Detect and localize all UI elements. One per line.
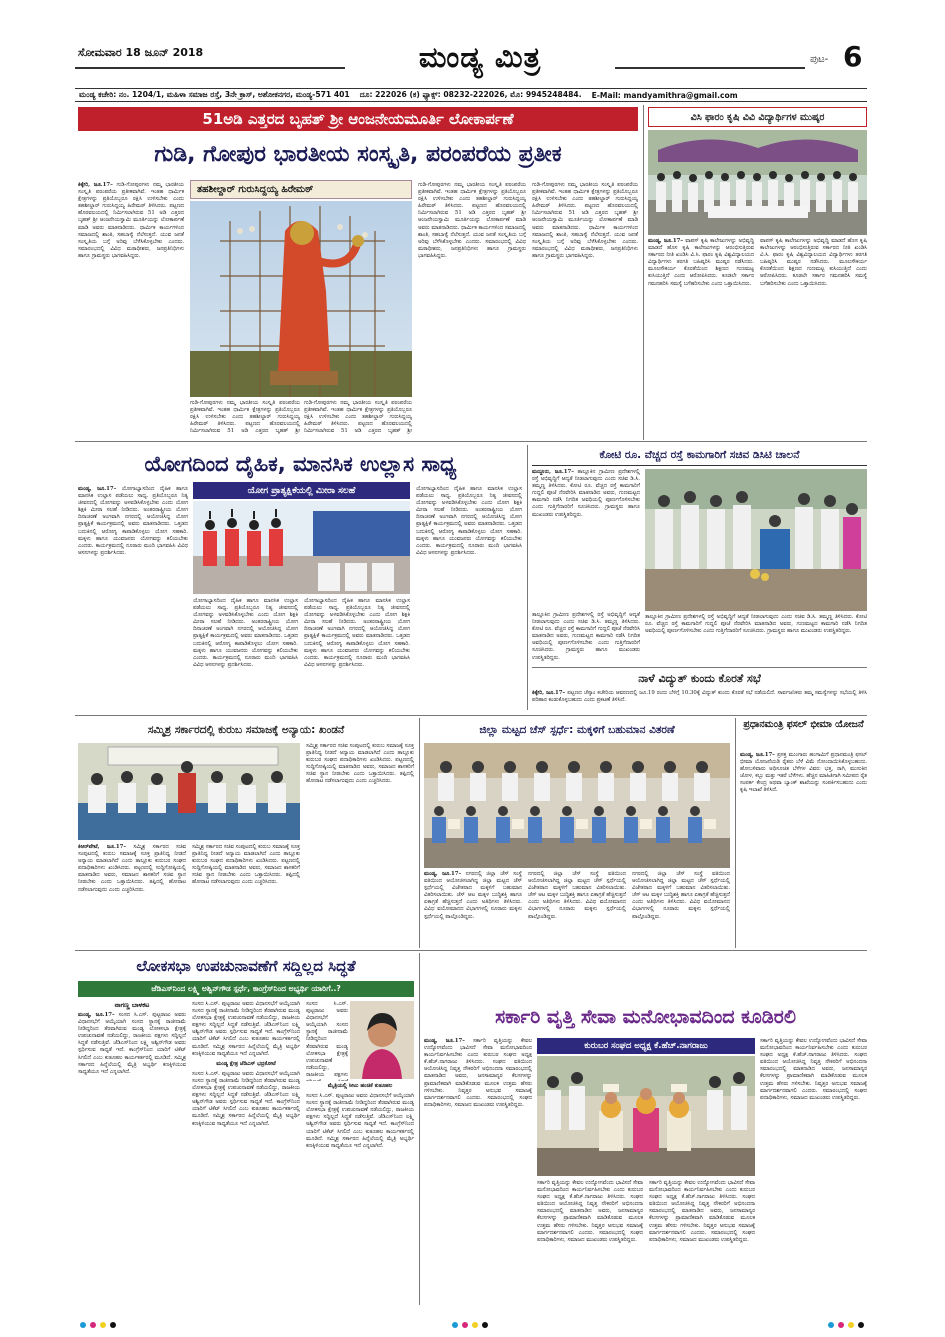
chess-winners-photo — [424, 743, 730, 868]
road-body-col2 — [532, 612, 640, 664]
service-photo-caption-text: ಕುರುಬರ ಸಂಘದ ಅಧ್ಯಕ್ಷ ಕೆ.ಹೆಚ್.ನಾಗರಾಜು — [584, 1041, 708, 1051]
chess-body-col3 — [632, 871, 730, 946]
registration-mark-6 — [462, 1322, 468, 1328]
yoga-photo-caption — [193, 482, 410, 499]
loksabha-subhead-text: ಜೆಡಿಎಸ್‌ನಿಂದ ಲಕ್ಷ್ಮಿ ಅಶ್ವಿನ್‌ಗೌಡ ಸ್ಪರ್ಧೆ, ಕಾಂಗ್ರೆಸ್‌ನಿಂದ ಅಭ್ಯರ್ಥಿ ಯಾರಿಗೆ..? — [151, 984, 341, 993]
yoga-photo-caption-text: ಯೋಗ ಪ್ರಾತ್ಯಕ್ಷಿಕೆಯಲ್ಲಿ ಮೀರಾ ಸಲಹೆ — [247, 485, 356, 496]
yoga-demo-photo — [193, 501, 410, 594]
divider-row3 — [75, 950, 867, 951]
lead-headline-text: ಗುಡಿ, ಗೋಪುರ ಭಾರತೀಯ ಸಂಸ್ಕೃತಿ, ಪರಂಪರೆಯ ಪ್ರತೀಕ — [154, 141, 562, 167]
registration-mark-7 — [472, 1322, 478, 1328]
yoga-body-col3 — [304, 598, 410, 704]
road-body: ತಾಲ್ಲೂಕಿನ ಗ್ರಾಮೀಣ ಪ್ರದೇಶಗಳಲ್ಲಿ ರಸ್ತೆ ಅಭಿವೃದ್ಧಿಗೆ ಆದ್ಯತೆ ನೀಡಲಾಗುವುದು ಎಂದು ಸಚಿವ ಡಿ.ಸಿ. ತಮ್ಮಣ್ಣ ತಿಳಿಸಿದರು. ಕೋಟಿ ರೂ. ವೆಚ್ಚದ ರಸ್ತೆ ಕಾಮಗಾರಿಗೆ ಗುದ್ದಲಿ ಪೂಜೆ ನೆರವೇರಿಸಿ ಮಾತನಾಡಿದ ಅವರು, ಗುಣಮಟ್ಟದ ಕಾಮಗಾರಿ ನಡೆಸಿ ನಿಗದಿತ ಅವಧಿಯಲ್ಲಿ ಪೂರ್ಣಗೊಳಿಸಬೇಕು ಎಂದು ಗುತ್ತಿಗೆದಾರರಿಗೆ ಸೂಚಿಸಿದರು. ಗ್ರಾಮಸ್ಥರು ಹಾಗೂ ಮುಖಂಡರು ಉಪಸ್ಥಿತರಿದ್ದರು. — [532, 469, 640, 518]
fasal-dateline: ಮಂಡ್ಯ, ಜೂ.17– — [740, 752, 775, 758]
loksabha-body-col3 — [306, 1001, 348, 1081]
side-dateline: ಮಂಡ್ಯ, ಜೂ.17– — [648, 238, 684, 244]
road-body-col3 — [645, 614, 867, 664]
loksabha-body-cont-a: ಸಂಸದ ಸಿ.ಎಸ್. ಪುಟ್ಟರಾಜು ಅವರು ವಿಧಾನಸಭೆಗೆ ಆಯ್ಕೆಯಾಗಿ ಸಂಸದ ಸ್ಥಾನಕ್ಕೆ ರಾಜೀನಾಮೆ ನೀಡಿದ್ದರಿಂದ ತೆರವಾಗಿರುವ ಮಂಡ್ಯ ಲೋಕಸಭಾ ಕ್ಷೇತ್ರಕ್ಕೆ ಉಪಚುನಾವಣೆ ನಡೆಯಲಿದ್ದು, ರಾಜಕೀಯ ಪಕ್ಷಗಳು ಸದ್ದಿಲ್ಲದೆ ಸಿದ್ಧತೆ ನಡೆಸುತ್ತಿವೆ. ಜೆಡಿಎಸ್‌ನಿಂದ ಲಕ್ಷ್ಮಿ ಅಶ್ವಿನ್‌ಗೌಡ ಅವರು ಸ್ಪರ್ಧಿಸುವ ಸಾಧ್ಯತೆ ಇದೆ. ಕಾಂಗ್ರೆಸ್‌ನಿಂದ ಯಾರಿಗೆ ಟಿಕೆಟ್ ಸಿಗಲಿದೆ ಎಂಬ ಕುತೂಹಲ ಕಾರ್ಯಕರ್ತರಲ್ಲಿ ಮೂಡಿದೆ. ಸಮ್ಮಿಶ್ರ ಸರ್ಕಾರದ ಹಿನ್ನೆಲೆಯಲ್ಲಿ ಮೈತ್ರಿ ಅಭ್ಯರ್ಥಿ ಕಣಕ್ಕಿಳಿಯುವ ಸಾಧ್ಯತೆಯೂ ಇದೆ ಎನ್ನಲಾಗಿದೆ. — [192, 1001, 300, 1057]
power-headline-text: ನಾಳೆ ವಿದ್ಯುತ್ ಕುಂದು ಕೊರತೆ ಸಭೆ — [638, 672, 761, 685]
registration-mark-10 — [838, 1322, 844, 1328]
lead-body-col4 — [418, 182, 526, 434]
side-body-cont: ವಾಪಸ್ ಕೃಷಿ ಕಾಲೇಜುಗಳನ್ನು ಅಭಿವೃದ್ಧಿ ಮಾಡದೆ ಹೊಸ ಕೃಷಿ ಕಾಲೇಜುಗಳನ್ನು ಆರಂಭಿಸುತ್ತಿರುವ ಸರ್ಕಾರದ ನೀತಿ ಖಂಡಿಸಿ ವಿ.ಸಿ. ಫಾರಂ ಕೃಷಿ ವಿಶ್ವವಿದ್ಯಾಲಯದ ವಿದ್ಯಾರ್ಥಿಗಳು ತರಗತಿ ಬಹಿಷ್ಕರಿಸಿ ಮುಷ್ಕರ ನಡೆಸಿದರು. ಮೂಲಸೌಕರ್ಯ ಕೊರತೆಯಿಂದ ಶಿಕ್ಷಣದ ಗುಣಮಟ್ಟ ಕುಸಿಯುತ್ತಿದೆ ಎಂದು ಆರೋಪಿಸಿದರು. ಕೂಡಲೇ ಸರ್ಕಾರ ಗಮನಹರಿಸಿ ಸಮಸ್ಯೆ ಬಗೆಹರಿಸಬೇಕು ಎಂದು ಒತ್ತಾಯಿಸಿದರು. — [760, 238, 867, 287]
chess-body-col1 — [424, 871, 522, 946]
service-body-col1 — [424, 1038, 532, 1302]
hanuman-statue-illustration — [190, 201, 412, 397]
loksabha-body-cont-d: ಸಂಸದ ಸಿ.ಎಸ್. ಪುಟ್ಟರಾಜು ಅವರು ವಿಧಾನಸಭೆಗೆ ಆಯ್ಕೆಯಾಗಿ ಸಂಸದ ಸ್ಥಾನಕ್ಕೆ ರಾಜೀನಾಮೆ ನೀಡಿದ್ದರಿಂದ ತೆರವಾಗಿರುವ ಮಂಡ್ಯ ಲೋಕಸಭಾ ಕ್ಷೇತ್ರಕ್ಕೆ ಉಪಚುನಾವಣೆ ನಡೆಯಲಿದ್ದು, ರಾಜಕೀಯ ಪಕ್ಷಗಳು ಸದ್ದಿಲ್ಲದೆ ಸಿದ್ಧತೆ ನಡೆಸುತ್ತಿವೆ. ಜೆಡಿಎಸ್‌ನಿಂದ ಲಕ್ಷ್ಮಿ ಅಶ್ವಿನ್‌ಗೌಡ ಅವರು ಸ್ಪರ್ಧಿಸುವ ಸಾಧ್ಯತೆ ಇದೆ. ಕಾಂಗ್ರೆಸ್‌ನಿಂದ ಯಾರಿಗೆ ಟಿಕೆಟ್ ಸಿಗಲಿದೆ ಎಂಬ ಕುತೂಹಲ ಕಾರ್ಯಕರ್ತರಲ್ಲಿ ಮೂಡಿದೆ. ಸಮ್ಮಿಶ್ರ ಸರ್ಕಾರದ ಹಿನ್ನೆಲೆಯಲ್ಲಿ ಮೈತ್ರಿ ಅಭ್ಯರ್ಥಿ ಕಣಕ್ಕಿಳಿಯುವ ಸಾಧ್ಯತೆಯೂ ಇದೆ ಎನ್ನಲಾಗಿದೆ. — [306, 1093, 414, 1149]
lead-photo-caption-text: ತಹಶೀಲ್ದಾರ್ ಗುರುಸಿದ್ದಯ್ಯ ಹಿರೇಮಠ್ — [197, 184, 314, 195]
chess-body-col2 — [528, 871, 626, 946]
service-headline-text: ಸರ್ಕಾರಿ ವೃತ್ತಿ ಸೇವಾ ಮನೋಭಾವದಿಂದ ಕೂಡಿರಲಿ — [495, 1006, 796, 1028]
road-body-cont-b: ತಾಲ್ಲೂಕಿನ ಗ್ರಾಮೀಣ ಪ್ರದೇಶಗಳಲ್ಲಿ ರಸ್ತೆ ಅಭಿವೃದ್ಧಿಗೆ ಆದ್ಯತೆ ನೀಡಲಾಗುವುದು ಎಂದು ಸಚಿವ ಡಿ.ಸಿ. ತಮ್ಮಣ್ಣ ತಿಳಿಸಿದರು. ಕೋಟಿ ರೂ. ವೆಚ್ಚದ ರಸ್ತೆ ಕಾಮಗಾರಿಗೆ ಗುದ್ದಲಿ ಪೂಜೆ ನೆರವೇರಿಸಿ ಮಾತನಾಡಿದ ಅವರು, ಗುಣಮಟ್ಟದ ಕಾಮಗಾರಿ ನಡೆಸಿ ನಿಗದಿತ ಅವಧಿಯಲ್ಲಿ ಪೂರ್ಣಗೊಳಿಸಬೇಕು ಎಂದು ಗುತ್ತಿಗೆದಾರರಿಗೆ ಸೂಚಿಸಿದರು. ಗ್ರಾಮಸ್ಥರು ಹಾಗೂ ಮುಖಂಡರು ಉಪಸ್ಥಿತರಿದ್ದರು. — [645, 614, 867, 635]
road-body-cont-a: ತಾಲ್ಲೂಕಿನ ಗ್ರಾಮೀಣ ಪ್ರದೇಶಗಳಲ್ಲಿ ರಸ್ತೆ ಅಭಿವೃದ್ಧಿಗೆ ಆದ್ಯತೆ ನೀಡಲಾಗುವುದು ಎಂದು ಸಚಿವ ಡಿ.ಸಿ. ತಮ್ಮಣ್ಣ ತಿಳಿಸಿದರು. ಕೋಟಿ ರೂ. ವೆಚ್ಚದ ರಸ್ತೆ ಕಾಮಗಾರಿಗೆ ಗುದ್ದಲಿ ಪೂಜೆ ನೆರವೇರಿಸಿ ಮಾತನಾಡಿದ ಅವರು, ಗುಣಮಟ್ಟದ ಕಾಮಗಾರಿ ನಡೆಸಿ ನಿಗದಿತ ಅವಧಿಯಲ್ಲಿ ಪೂರ್ಣಗೊಳಿಸಬೇಕು ಎಂದು ಗುತ್ತಿಗೆದಾರರಿಗೆ ಸೂಚಿಸಿದರು. ಗ್ರಾಮಸ್ಥರು ಹಾಗೂ ಮುಖಂಡರು ಉಪಸ್ಥಿತರಿದ್ದರು. — [532, 612, 640, 661]
yoga-body: ಯೋಗಾಭ್ಯಾಸದಿಂದ ದೈಹಿಕ ಹಾಗೂ ಮಾನಸಿಕ ಉಲ್ಲಾಸ ಪಡೆಯಲು ಸಾಧ್ಯ. ಪ್ರತಿಯೊಬ್ಬರೂ ನಿತ್ಯ ಜೀವನದಲ್ಲಿ ಯೋಗವನ್ನು ಅಳವಡಿಸಿಕೊಳ್ಳಬೇಕು ಎಂದು ಯೋಗ ಶಿಕ್ಷಕಿ ಮೀರಾ ಸಲಹೆ ನೀಡಿದರು. ಅಂತರರಾಷ್ಟ್ರೀಯ ಯೋಗ ದಿನಾಚರಣೆ ಅಂಗವಾಗಿ ನಗರದಲ್ಲಿ ಆಯೋಜಿಸಿದ್ದ ಯೋಗ ಪ್ರಾತ್ಯಕ್ಷಿಕೆ ಕಾರ್ಯಕ್ರಮದಲ್ಲಿ ಅವರು ಮಾತನಾಡಿದರು. ಒತ್ತಡದ ಬದುಕಿನಲ್ಲಿ ಆರೋಗ್ಯ ಕಾಪಾಡಿಕೊಳ್ಳಲು ಯೋಗ ಸಹಕಾರಿ. ಮಕ್ಕಳು ಹಾಗೂ ಯುವಜನರು ಯೋಗವನ್ನು ಕಲಿಯಬೇಕು ಎಂದರು. ಕಾರ್ಯಕ್ರಮದಲ್ಲಿ ನೂರಾರು ಮಂದಿ ಭಾಗವಹಿಸಿ ವಿವಿಧ ಆಸನಗಳನ್ನು ಪ್ರದರ್ಶಿಸಿದರು. — [78, 486, 188, 556]
service-body-cont-c: ಸರ್ಕಾರಿ ವೃತ್ತಿಯನ್ನು ಕೇವಲ ಉದ್ಯೋಗವೆಂದು ಭಾವಿಸದೆ ಸೇವಾ ಮನೋಭಾವದಿಂದ ಕಾರ್ಯನಿರ್ವಹಿಸಬೇಕು ಎಂದು ಕುರುಬರ ಸಂಘದ ಅಧ್ಯಕ್ಷ ಕೆ.ಹೆಚ್.ನಾಗರಾಜು ತಿಳಿಸಿದರು. ಸಂಘದ ವತಿಯಿಂದ ಆಯೋಜಿಸಿದ್ದ ನಿವೃತ್ತ ನೌಕರರಿಗೆ ಅಭಿನಂದನಾ ಸಮಾರಂಭದಲ್ಲಿ ಮಾತನಾಡಿದ ಅವರು, ಜನಸಾಮಾನ್ಯರ ಕೆಲಸಗಳನ್ನು ಪ್ರಾಮಾಣಿಕವಾಗಿ ಮಾಡಿಕೊಡುವ ಮೂಲಕ ಉತ್ತಮ ಹೆಸರು ಗಳಿಸಬೇಕು. ನಿವೃತ್ತರ ಅನುಭವ ಸಮಾಜಕ್ಕೆ ಮಾರ್ಗದರ್ಶನವಾಗಲಿ ಎಂದರು. ಸಮಾರಂಭದಲ್ಲಿ ಸಂಘದ ಪದಾಧಿಕಾರಿಗಳು, ಸಮಾಜದ ಮುಖಂಡರು ಉಪಸ್ಥಿತರಿದ್ದರು. — [760, 1038, 867, 1101]
service-body-cont-b: ಸರ್ಕಾರಿ ವೃತ್ತಿಯನ್ನು ಕೇವಲ ಉದ್ಯೋಗವೆಂದು ಭಾವಿಸದೆ ಸೇವಾ ಮನೋಭಾವದಿಂದ ಕಾರ್ಯನಿರ್ವಹಿಸಬೇಕು ಎಂದು ಕುರುಬರ ಸಂಘದ ಅಧ್ಯಕ್ಷ ಕೆ.ಹೆಚ್.ನಾಗರಾಜು ತಿಳಿಸಿದರು. ಸಂಘದ ವತಿಯಿಂದ ಆಯೋಜಿಸಿದ್ದ ನಿವೃತ್ತ ನೌಕರರಿಗೆ ಅಭಿನಂದನಾ ಸಮಾರಂಭದಲ್ಲಿ ಮಾತನಾಡಿದ ಅವರು, ಜನಸಾಮಾನ್ಯರ ಕೆಲಸಗಳನ್ನು ಪ್ರಾಮಾಣಿಕವಾಗಿ ಮಾಡಿಕೊಡುವ ಮೂಲಕ ಉತ್ತಮ ಹೆಸರು ಗಳಿಸಬೇಕು. ನಿವೃತ್ತರ ಅನುಭವ ಸಮಾಜಕ್ಕೆ ಮಾರ್ಗದರ್ಶನವಾಗಲಿ ಎಂದರು. ಸಮಾರಂಭದಲ್ಲಿ ಸಂಘದ ಪದಾಧಿಕಾರಿಗಳು, ಸಮಾಜದ ಮುಖಂಡರು ಉಪಸ್ಥಿತರಿದ್ದರು. — [649, 1180, 755, 1243]
power-headline — [532, 670, 867, 688]
registration-mark-11 — [848, 1322, 854, 1328]
students-strike-illustration — [648, 130, 867, 235]
hanuman-statue-photo — [190, 201, 412, 397]
yoga-headline-text: ಯೋಗದಿಂದ ದೈಹಿಕ, ಮಾನಸಿಕ ಉಲ್ಲಾಸ ಸಾಧ್ಯ — [144, 451, 457, 476]
yoga-body-cont-c: ಯೋಗಾಭ್ಯಾಸದಿಂದ ದೈಹಿಕ ಹಾಗೂ ಮಾನಸಿಕ ಉಲ್ಲಾಸ ಪಡೆಯಲು ಸಾಧ್ಯ. ಪ್ರತಿಯೊಬ್ಬರೂ ನಿತ್ಯ ಜೀವನದಲ್ಲಿ ಯೋಗವನ್ನು ಅಳವಡಿಸಿಕೊಳ್ಳಬೇಕು ಎಂದು ಯೋಗ ಶಿಕ್ಷಕಿ ಮೀರಾ ಸಲಹೆ ನೀಡಿದರು. ಅಂತರರಾಷ್ಟ್ರೀಯ ಯೋಗ ದಿನಾಚರಣೆ ಅಂಗವಾಗಿ ನಗರದಲ್ಲಿ ಆಯೋಜಿಸಿದ್ದ ಯೋಗ ಪ್ರಾತ್ಯಕ್ಷಿಕೆ ಕಾರ್ಯಕ್ರಮದಲ್ಲಿ ಅವರು ಮಾತನಾಡಿದರು. ಒತ್ತಡದ ಬದುಕಿನಲ್ಲಿ ಆರೋಗ್ಯ ಕಾಪಾಡಿಕೊಳ್ಳಲು ಯೋಗ ಸಹಕಾರಿ. ಮಕ್ಕಳು ಹಾಗೂ ಯುವಜನರು ಯೋಗವನ್ನು ಕಲಿಯಬೇಕು ಎಂದರು. ಕಾರ್ಯಕ್ರಮದಲ್ಲಿ ನೂರಾರು ಮಂದಿ ಭಾಗವಹಿಸಿ ವಿವಿಧ ಆಸನಗಳನ್ನು ಪ್ರದರ್ಶಿಸಿದರು. — [416, 486, 522, 556]
kuruba-press-photo — [78, 743, 300, 840]
fasal-body — [740, 752, 867, 946]
loksabha-body-col1 — [78, 1012, 186, 1302]
masthead-underline-right — [615, 67, 805, 69]
divider-kuruba-right — [419, 718, 420, 948]
yoga-body-cont-b: ಯೋಗಾಭ್ಯಾಸದಿಂದ ದೈಹಿಕ ಹಾಗೂ ಮಾನಸಿಕ ಉಲ್ಲಾಸ ಪಡೆಯಲು ಸಾಧ್ಯ. ಪ್ರತಿಯೊಬ್ಬರೂ ನಿತ್ಯ ಜೀವನದಲ್ಲಿ ಯೋಗವನ್ನು ಅಳವಡಿಸಿಕೊಳ್ಳಬೇಕು ಎಂದು ಯೋಗ ಶಿಕ್ಷಕಿ ಮೀರಾ ಸಲಹೆ ನೀಡಿದರು. ಅಂತರರಾಷ್ಟ್ರೀಯ ಯೋಗ ದಿನಾಚರಣೆ ಅಂಗವಾಗಿ ನಗರದಲ್ಲಿ ಆಯೋಜಿಸಿದ್ದ ಯೋಗ ಪ್ರಾತ್ಯಕ್ಷಿಕೆ ಕಾರ್ಯಕ್ರಮದಲ್ಲಿ ಅವರು ಮಾತನಾಡಿದರು. ಒತ್ತಡದ ಬದುಕಿನಲ್ಲಿ ಆರೋಗ್ಯ ಕಾಪಾಡಿಕೊಳ್ಳಲು ಯೋಗ ಸಹಕಾರಿ. ಮಕ್ಕಳು ಹಾಗೂ ಯುವಜನರು ಯೋಗವನ್ನು ಕಲಿಯಬೇಕು ಎಂದರು. ಕಾರ್ಯಕ್ರಮದಲ್ಲಿ ನೂರಾರು ಮಂದಿ ಭಾಗವಹಿಸಿ ವಿವಿಧ ಆಸನಗಳನ್ನು ಪ್ರದರ್ಶಿಸಿದರು. — [304, 598, 410, 668]
email-address: E-Mail: mandyamithra@gmail.com — [591, 90, 738, 100]
lead-kicker — [78, 107, 638, 131]
lead-body-col2 — [190, 400, 300, 434]
chess-body-cont-a: ನಗರದಲ್ಲಿ ಜಿಲ್ಲಾ ಚೆಸ್ ಸಂಸ್ಥೆ ವತಿಯಿಂದ ಆಯೋಜಿಸಲಾಗಿದ್ದ ಜಿಲ್ಲಾ ಮಟ್ಟದ ಚೆಸ್ ಸ್ಪರ್ಧೆಯಲ್ಲಿ ವಿಜೇತರಾದ ಮಕ್ಕಳಿಗೆ ಬಹುಮಾನ ವಿತರಿಸಲಾಯಿತು. ಚೆಸ್ ಆಟ ಮಕ್ಕಳ ಬುದ್ಧಿಶಕ್ತಿ ಹಾಗೂ ಏಕಾಗ್ರತೆ ಹೆಚ್ಚಿಸುತ್ತದೆ ಎಂದು ಅತಿಥಿಗಳು ತಿಳಿಸಿದರು. ವಿವಿಧ ವಯೋಮಾನದ ವಿಭಾಗಗಳಲ್ಲಿ ನೂರಾರು ಮಕ್ಕಳು ಸ್ಪರ್ಧೆಯಲ್ಲಿ ಪಾಲ್ಗೊಂಡಿದ್ದರು. — [528, 871, 626, 920]
road-headline-text: ಕೋಟಿ ರೂ. ವೆಚ್ಚದ ರಸ್ತೆ ಕಾಮಗಾರಿಗೆ ಸಚಿವ ಡಿಸಿಟಿ ಚಾಲನೆ — [599, 449, 800, 461]
kuruba-body: ಸಮ್ಮಿಶ್ರ ಸರ್ಕಾರದ ಸಚಿವ ಸಂಪುಟದಲ್ಲಿ ಕುರುಬ ಸಮಾಜಕ್ಕೆ ಸೂಕ್ತ ಪ್ರಾತಿನಿಧ್ಯ ನೀಡದೆ ಅನ್ಯಾಯ ಮಾಡಲಾಗಿದೆ ಎಂದು ತಾಲ್ಲೂಕು ಕುರುಬರ ಸಂಘದ ಪದಾಧಿಕಾರಿಗಳು ಖಂಡಿಸಿದರು. ಪಟ್ಟಣದಲ್ಲಿ ಸುದ್ದಿಗೋಷ್ಠಿಯಲ್ಲಿ ಮಾತನಾಡಿದ ಅವರು, ಸಮಾಜದ ಶಾಸಕರಿಗೆ ಸಚಿವ ಸ್ಥಾನ ನೀಡಬೇಕು ಎಂದು ಒತ್ತಾಯಿಸಿದರು. ತಪ್ಪಿದಲ್ಲಿ ಹೋರಾಟ ನಡೆಸಲಾಗುವುದು ಎಂದು ಎಚ್ಚರಿಸಿದರು. — [78, 844, 186, 893]
fasal-headline — [740, 718, 867, 748]
loksabha-subhead — [78, 981, 414, 997]
chess-winners-illustration — [424, 743, 730, 868]
page-number: 6 — [843, 40, 863, 73]
kuruba-body-cont-a: ಸಮ್ಮಿಶ್ರ ಸರ್ಕಾರದ ಸಚಿವ ಸಂಪುಟದಲ್ಲಿ ಕುರುಬ ಸಮಾಜಕ್ಕೆ ಸೂಕ್ತ ಪ್ರಾತಿನಿಧ್ಯ ನೀಡದೆ ಅನ್ಯಾಯ ಮಾಡಲಾಗಿದೆ ಎಂದು ತಾಲ್ಲೂಕು ಕುರುಬರ ಸಂಘದ ಪದಾಧಿಕಾರಿಗಳು ಖಂಡಿಸಿದರು. ಪಟ್ಟಣದಲ್ಲಿ ಸುದ್ದಿಗೋಷ್ಠಿಯಲ್ಲಿ ಮಾತನಾಡಿದ ಅವರು, ಸಮಾಜದ ಶಾಸಕರಿಗೆ ಸಚಿವ ಸ್ಥಾನ ನೀಡಬೇಕು ಎಂದು ಒತ್ತಾಯಿಸಿದರು. ತಪ್ಪಿದಲ್ಲಿ ಹೋರಾಟ ನಡೆಸಲಾಗುವುದು ಎಂದು ಎಚ್ಚರಿಸಿದರು. — [192, 844, 300, 886]
registration-mark-5 — [452, 1322, 458, 1328]
yoga-body-col2 — [193, 598, 298, 704]
registration-mark-1 — [80, 1322, 86, 1328]
chess-headline-text: ಜಿಲ್ಲಾ ಮಟ್ಟದ ಚೆಸ್ ಸ್ಪರ್ಧೆ: ಮಕ್ಕಳಿಗೆ ಬಹುಮಾನ ವಿತರಣೆ — [479, 723, 675, 736]
kuruba-body-cont-b: ಸಮ್ಮಿಶ್ರ ಸರ್ಕಾರದ ಸಚಿವ ಸಂಪುಟದಲ್ಲಿ ಕುರುಬ ಸಮಾಜಕ್ಕೆ ಸೂಕ್ತ ಪ್ರಾತಿನಿಧ್ಯ ನೀಡದೆ ಅನ್ಯಾಯ ಮಾಡಲಾಗಿದೆ ಎಂದು ತಾಲ್ಲೂಕು ಕುರುಬರ ಸಂಘದ ಪದಾಧಿಕಾರಿಗಳು ಖಂಡಿಸಿದರು. ಪಟ್ಟಣದಲ್ಲಿ ಸುದ್ದಿಗೋಷ್ಠಿಯಲ್ಲಿ ಮಾತನಾಡಿದ ಅವರು, ಸಮಾಜದ ಶಾಸಕರಿಗೆ ಸಚಿವ ಸ್ಥಾನ ನೀಡಬೇಕು ಎಂದು ಒತ್ತಾಯಿಸಿದರು. ತಪ್ಪಿದಲ್ಲಿ ಹೋರಾಟ ನಡೆಸಲಾಗುವುದು ಎಂದು ಎಚ್ಚರಿಸಿದರು. — [306, 743, 414, 785]
lead-body: ಗುಡಿ-ಗೋಪುರಗಳು ನಮ್ಮ ಭಾರತೀಯ ಸಂಸ್ಕೃತಿ ಪರಂಪರೆಯ ಪ್ರತೀಕವಾಗಿವೆ. ಇಂತಹ ಧಾರ್ಮಿಕ ಕ್ಷೇತ್ರಗಳನ್ನು ಪ್ರತಿಯೊಬ್ಬರೂ ರಕ್ಷಿಸಿ ಉಳಿಸಬೇಕು ಎಂದು ತಹಶೀಲ್ದಾರ್ ಗುರುಸಿದ್ದಯ್ಯ ಹಿರೇಮಠ್ ತಿಳಿಸಿದರು. ಪಟ್ಟಣದ ಹೊರವಲಯದಲ್ಲಿ ನಿರ್ಮಿಸಲಾಗಿರುವ 51 ಅಡಿ ಎತ್ತರದ ಬೃಹತ್ ಶ್ರೀ ಆಂಜನೇಯಸ್ವಾಮಿ ಮೂರ್ತಿಯನ್ನು ಲೋಕಾರ್ಪಣೆ ಮಾಡಿ ಅವರು ಮಾತನಾಡಿದರು. ಧಾರ್ಮಿಕ ಕಾರ್ಯಗಳಿಂದ ಸಮಾಜದಲ್ಲಿ ಶಾಂತಿ, ಸಹಬಾಳ್ವೆ ನೆಲೆಸುತ್ತದೆ. ಯುವ ಜನತೆ ಸಂಸ್ಕೃತಿಯ ಬಗ್ಗೆ ಅರಿವು ಬೆಳೆಸಿಕೊಳ್ಳಬೇಕು ಎಂದರು. ಸಮಾರಂಭದಲ್ಲಿ ವಿವಿಧ ಮಠಾಧೀಶರು, ಜನಪ್ರತಿನಿಧಿಗಳು ಹಾಗೂ ಗ್ರಾಮಸ್ಥರು ಭಾಗವಹಿಸಿದ್ದರು. — [78, 182, 184, 259]
lead-body-col1 — [78, 182, 184, 434]
felicitation-photo — [537, 1056, 755, 1176]
yoga-body-cont-a: ಯೋಗಾಭ್ಯಾಸದಿಂದ ದೈಹಿಕ ಹಾಗೂ ಮಾನಸಿಕ ಉಲ್ಲಾಸ ಪಡೆಯಲು ಸಾಧ್ಯ. ಪ್ರತಿಯೊಬ್ಬರೂ ನಿತ್ಯ ಜೀವನದಲ್ಲಿ ಯೋಗವನ್ನು ಅಳವಡಿಸಿಕೊಳ್ಳಬೇಕು ಎಂದು ಯೋಗ ಶಿಕ್ಷಕಿ ಮೀರಾ ಸಲಹೆ ನೀಡಿದರು. ಅಂತರರಾಷ್ಟ್ರೀಯ ಯೋಗ ದಿನಾಚರಣೆ ಅಂಗವಾಗಿ ನಗರದಲ್ಲಿ ಆಯೋಜಿಸಿದ್ದ ಯೋಗ ಪ್ರಾತ್ಯಕ್ಷಿಕೆ ಕಾರ್ಯಕ್ರಮದಲ್ಲಿ ಅವರು ಮಾತನಾಡಿದರು. ಒತ್ತಡದ ಬದುಕಿನಲ್ಲಿ ಆರೋಗ್ಯ ಕಾಪಾಡಿಕೊಳ್ಳಲು ಯೋಗ ಸಹಕಾರಿ. ಮಕ್ಕಳು ಹಾಗೂ ಯುವಜನರು ಯೋಗವನ್ನು ಕಲಿಯಬೇಕು ಎಂದರು. ಕಾರ್ಯಕ್ರಮದಲ್ಲಿ ನೂರಾರು ಮಂದಿ ಭಾಗವಹಿಸಿ ವಿವಿಧ ಆಸನಗಳನ್ನು ಪ್ರದರ್ಶಿಸಿದರು. — [193, 598, 298, 668]
power-body — [532, 690, 867, 712]
loksabha-body-col4 — [306, 1083, 414, 1302]
road-headline — [532, 446, 867, 466]
lead-body-col3 — [304, 400, 412, 434]
kuruba-body-col3 — [306, 743, 414, 946]
kuruba-headline-text: ಸಮ್ಮಿಶ್ರ ಸರ್ಕಾರದಲ್ಲಿ ಕುರುಬ ಸಮಾಜಕ್ಕೆ ಅನ್ಯಾಯ: ಖಂಡನೆ — [147, 723, 345, 736]
lead-kicker-text: 51ಅಡಿ ಎತ್ತರದ ಬೃಹತ್ ಶ್ರೀ ಆಂಜನೇಯಮೂರ್ತಿ ಲೋಕಾರ್ಪಣೆ — [202, 110, 514, 128]
side-headline — [648, 107, 867, 127]
kuruba-headline — [78, 719, 414, 741]
chess-dateline: ಮಂಡ್ಯ, ಜೂ.17– — [424, 871, 462, 877]
registration-mark-12 — [858, 1322, 864, 1328]
side-headline-text: ವಿಸಿ ಫಾರಂ ಕೃಷಿ ವಿವಿ ವಿದ್ಯಾರ್ಥಿಗಳ ಮುಷ್ಕರ — [690, 111, 825, 123]
registration-mark-2 — [90, 1322, 96, 1328]
loksabha-headline-text: ಲೋಕಸಭಾ ಉಪಚುನಾವಣೆಗೆ ಸದ್ದಿಲ್ಲದ ಸಿದ್ಧತೆ — [136, 957, 356, 975]
chess-headline — [424, 719, 730, 741]
divider-power-top — [532, 667, 867, 668]
side-body-col2 — [760, 238, 867, 434]
lead-body-cont-a: ಗುಡಿ-ಗೋಪುರಗಳು ನಮ್ಮ ಭಾರತೀಯ ಸಂಸ್ಕೃತಿ ಪರಂಪರೆಯ ಪ್ರತೀಕವಾಗಿವೆ. ಇಂತಹ ಧಾರ್ಮಿಕ ಕ್ಷೇತ್ರಗಳನ್ನು ಪ್ರತಿಯೊಬ್ಬರೂ ರಕ್ಷಿಸಿ ಉಳಿಸಬೇಕು ಎಂದು ತಹಶೀಲ್ದಾರ್ ಗುರುಸಿದ್ದಯ್ಯ ಹಿರೇಮಠ್ ತಿಳಿಸಿದರು. ಪಟ್ಟಣದ ಹೊರವಲಯದಲ್ಲಿ ನಿರ್ಮಿಸಲಾಗಿರುವ 51 ಅಡಿ ಎತ್ತರದ ಬೃಹತ್ ಶ್ರೀ — [190, 400, 300, 434]
service-body-cont-a: ಸರ್ಕಾರಿ ವೃತ್ತಿಯನ್ನು ಕೇವಲ ಉದ್ಯೋಗವೆಂದು ಭಾವಿಸದೆ ಸೇವಾ ಮನೋಭಾವದಿಂದ ಕಾರ್ಯನಿರ್ವಹಿಸಬೇಕು ಎಂದು ಕುರುಬರ ಸಂಘದ ಅಧ್ಯಕ್ಷ ಕೆ.ಹೆಚ್.ನಾಗರಾಜು ತಿಳಿಸಿದರು. ಸಂಘದ ವತಿಯಿಂದ ಆಯೋಜಿಸಿದ್ದ ನಿವೃತ್ತ ನೌಕರರಿಗೆ ಅಭಿನಂದನಾ ಸಮಾರಂಭದಲ್ಲಿ ಮಾತನಾಡಿದ ಅವರು, ಜನಸಾಮಾನ್ಯರ ಕೆಲಸಗಳನ್ನು ಪ್ರಾಮಾಣಿಕವಾಗಿ ಮಾಡಿಕೊಡುವ ಮೂಲಕ ಉತ್ತಮ ಹೆಸರು ಗಳಿಸಬೇಕು. ನಿವೃತ್ತರ ಅನುಭವ ಸಮಾಜಕ್ಕೆ ಮಾರ್ಗದರ್ಶನವಾಗಲಿ ಎಂದರು. ಸಮಾರಂಭದಲ್ಲಿ ಸಂಘದ ಪದಾಧಿಕಾರಿಗಳು, ಸಮಾಜದ ಮುಖಂಡರು ಉಪಸ್ಥಿತರಿದ್ದರು. — [537, 1180, 643, 1243]
issue-date: ಸೋಮವಾರ 18 ಜೂನ್ 2018 — [78, 46, 204, 59]
divider-lead-right — [643, 105, 644, 440]
chess-body: ನಗರದಲ್ಲಿ ಜಿಲ್ಲಾ ಚೆಸ್ ಸಂಸ್ಥೆ ವತಿಯಿಂದ ಆಯೋಜಿಸಲಾಗಿದ್ದ ಜಿಲ್ಲಾ ಮಟ್ಟದ ಚೆಸ್ ಸ್ಪರ್ಧೆಯಲ್ಲಿ ವಿಜೇತರಾದ ಮಕ್ಕಳಿಗೆ ಬಹುಮಾನ ವಿತರಿಸಲಾಯಿತು. ಚೆಸ್ ಆಟ ಮಕ್ಕಳ ಬುದ್ಧಿಶಕ್ತಿ ಹಾಗೂ ಏಕಾಗ್ರತೆ ಹೆಚ್ಚಿಸುತ್ತದೆ ಎಂದು ಅತಿಥಿಗಳು ತಿಳಿಸಿದರು. ವಿವಿಧ ವಯೋಮಾನದ ವಿಭಾಗಗಳಲ್ಲಿ ನೂರಾರು ಮಕ್ಕಳು ಸ್ಪರ್ಧೆಯಲ್ಲಿ ಪಾಲ್ಗೊಂಡಿದ್ದರು. — [424, 871, 522, 920]
chess-body-cont-b: ನಗರದಲ್ಲಿ ಜಿಲ್ಲಾ ಚೆಸ್ ಸಂಸ್ಥೆ ವತಿಯಿಂದ ಆಯೋಜಿಸಲಾಗಿದ್ದ ಜಿಲ್ಲಾ ಮಟ್ಟದ ಚೆಸ್ ಸ್ಪರ್ಧೆಯಲ್ಲಿ ವಿಜೇತರಾದ ಮಕ್ಕಳಿಗೆ ಬಹುಮಾನ ವಿತರಿಸಲಾಯಿತು. ಚೆಸ್ ಆಟ ಮಕ್ಕಳ ಬುದ್ಧಿಶಕ್ತಿ ಹಾಗೂ ಏಕಾಗ್ರತೆ ಹೆಚ್ಚಿಸುತ್ತದೆ ಎಂದು ಅತಿಥಿಗಳು ತಿಳಿಸಿದರು. ವಿವಿಧ ವಯೋಮಾನದ ವಿಭಾಗಗಳಲ್ಲಿ ನೂರಾರು ಮಕ್ಕಳು ಸ್ಪರ್ಧೆಯಲ್ಲಿ ಪಾಲ್ಗೊಂಡಿದ್ದರು. — [632, 871, 730, 920]
side-body-col1 — [648, 238, 754, 434]
service-photo-caption — [537, 1038, 755, 1054]
service-headline — [424, 1000, 867, 1034]
lead-dateline: ಕಿಕ್ಕೇರಿ, ಜೂ.17– — [78, 182, 113, 188]
kuruba-body-col2 — [192, 844, 300, 946]
service-body: ಸರ್ಕಾರಿ ವೃತ್ತಿಯನ್ನು ಕೇವಲ ಉದ್ಯೋಗವೆಂದು ಭಾವಿಸದೆ ಸೇವಾ ಮನೋಭಾವದಿಂದ ಕಾರ್ಯನಿರ್ವಹಿಸಬೇಕು ಎಂದು ಕುರುಬರ ಸಂಘದ ಅಧ್ಯಕ್ಷ ಕೆ.ಹೆಚ್.ನಾಗರಾಜು ತಿಳಿಸಿದರು. ಸಂಘದ ವತಿಯಿಂದ ಆಯೋಜಿಸಿದ್ದ ನಿವೃತ್ತ ನೌಕರರಿಗೆ ಅಭಿನಂದನಾ ಸಮಾರಂಭದಲ್ಲಿ ಮಾತನಾಡಿದ ಅವರು, ಜನಸಾಮಾನ್ಯರ ಕೆಲಸಗಳನ್ನು ಪ್ರಾಮಾಣಿಕವಾಗಿ ಮಾಡಿಕೊಡುವ ಮೂಲಕ ಉತ್ತಮ ಹೆಸರು ಗಳಿಸಬೇಕು. ನಿವೃತ್ತರ ಅನುಭವ ಸಮಾಜಕ್ಕೆ ಮಾರ್ಗದರ್ಶನವಾಗಲಿ ಎಂದರು. ಸಮಾರಂಭದಲ್ಲಿ ಸಂಘದ ಪದಾಧಿಕಾರಿಗಳು, ಸಮಾಜದ ಮುಖಂಡರು ಉಪಸ್ಥಿತರಿದ್ದರು. — [424, 1038, 532, 1108]
service-body-col2 — [537, 1180, 643, 1302]
power-dateline: ಕಿಕ್ಕೇರಿ, ಜೂ.17– — [532, 690, 566, 696]
masthead — [75, 40, 867, 86]
lead-body-cont-d: ಗುಡಿ-ಗೋಪುರಗಳು ನಮ್ಮ ಭಾರತೀಯ ಸಂಸ್ಕೃತಿ ಪರಂಪರೆಯ ಪ್ರತೀಕವಾಗಿವೆ. ಇಂತಹ ಧಾರ್ಮಿಕ ಕ್ಷೇತ್ರಗಳನ್ನು ಪ್ರತಿಯೊಬ್ಬರೂ ರಕ್ಷಿಸಿ ಉಳಿಸಬೇಕು ಎಂದು ತಹಶೀಲ್ದಾರ್ ಗುರುಸಿದ್ದಯ್ಯ ಹಿರೇಮಠ್ ತಿಳಿಸಿದರು. ಪಟ್ಟಣದ ಹೊರವಲಯದಲ್ಲಿ ನಿರ್ಮಿಸಲಾಗಿರುವ 51 ಅಡಿ ಎತ್ತರದ ಬೃಹತ್ ಶ್ರೀ ಆಂಜನೇಯಸ್ವಾಮಿ ಮೂರ್ತಿಯನ್ನು ಲೋಕಾರ್ಪಣೆ ಮಾಡಿ ಅವರು ಮಾತನಾಡಿದರು. ಧಾರ್ಮಿಕ ಕಾರ್ಯಗಳಿಂದ ಸಮಾಜದಲ್ಲಿ ಶಾಂತಿ, ಸಹಬಾಳ್ವೆ ನೆಲೆಸುತ್ತದೆ. ಯುವ ಜನತೆ ಸಂಸ್ಕೃತಿಯ ಬಗ್ಗೆ ಅರಿವು ಬೆಳೆಸಿಕೊಳ್ಳಬೇಕು ಎಂದರು. ಸಮಾರಂಭದಲ್ಲಿ ವಿವಿಧ ಮಠಾಧೀಶರು, ಜನಪ್ರತಿನಿಧಿಗಳು ಹಾಗೂ ಗ್ರಾಮಸ್ಥರು ಭಾಗವಹಿಸಿದ್ದರು. — [532, 182, 638, 259]
fasal-body-text: ಪ್ರಸಕ್ತ ಮುಂಗಾರು ಹಂಗಾಮಿಗೆ ಪ್ರಧಾನಮಂತ್ರಿ ಫಸಲ್ ಭೀಮಾ ಯೋಜನೆಯಡಿ ರೈತರು ಬೆಳೆ ವಿಮೆ ನೋಂದಾಯಿಸಿಕೊಳ್ಳಬಹುದು. ಹೋಬಳಿವಾರು ಅಧಿಸೂಚಿತ ಬೆಳೆಗಳ ವಿವರ: ಭತ್ತ, ರಾಗಿ, ಮುಸುಕಿನ ಜೋಳ, ಕಬ್ಬು ಮತ್ತು ಇತರೆ ಬೆಳೆಗಳು. ಹೆಚ್ಚಿನ ಮಾಹಿತಿಗಾಗಿ ಸಮೀಪದ ರೈತ ಸಂಪರ್ಕ ಕೇಂದ್ರ ಅಥವಾ ಬ್ಯಾಂಕ್ ಶಾಖೆಯನ್ನು ಸಂಪರ್ಕಿಸಬಹುದು ಎಂದು ಕೃಷಿ ಇಲಾಖೆ ತಿಳಿಸಿದೆ. — [740, 752, 867, 794]
page-label: ಪುಟ- — [810, 54, 829, 65]
side-body: ವಾಪಸ್ ಕೃಷಿ ಕಾಲೇಜುಗಳನ್ನು ಅಭಿವೃದ್ಧಿ ಮಾಡದೆ ಹೊಸ ಕೃಷಿ ಕಾಲೇಜುಗಳನ್ನು ಆರಂಭಿಸುತ್ತಿರುವ ಸರ್ಕಾರದ ನೀತಿ ಖಂಡಿಸಿ ವಿ.ಸಿ. ಫಾರಂ ಕೃಷಿ ವಿಶ್ವವಿದ್ಯಾಲಯದ ವಿದ್ಯಾರ್ಥಿಗಳು ತರಗತಿ ಬಹಿಷ್ಕರಿಸಿ ಮುಷ್ಕರ ನಡೆಸಿದರು. ಮೂಲಸೌಕರ್ಯ ಕೊರತೆಯಿಂದ ಶಿಕ್ಷಣದ ಗುಣಮಟ್ಟ ಕುಸಿಯುತ್ತಿದೆ ಎಂದು ಆರೋಪಿಸಿದರು. ಕೂಡಲೇ ಸರ್ಕಾರ ಗಮನಹರಿಸಿ ಸಮಸ್ಯೆ ಬಗೆಹರಿಸಬೇಕು ಎಂದು ಒತ್ತಾಯಿಸಿದರು. — [648, 238, 754, 287]
service-body-col4 — [760, 1038, 867, 1302]
yoga-dateline: ಮಂಡ್ಯ, ಜೂ.17– — [78, 486, 117, 492]
road-inauguration-illustration — [645, 469, 867, 611]
divider-loksabha-right — [419, 953, 420, 1305]
loksabha-body: ಸಂಸದ ಸಿ.ಎಸ್. ಪುಟ್ಟರಾಜು ಅವರು ವಿಧಾನಸಭೆಗೆ ಆಯ್ಕೆಯಾಗಿ ಸಂಸದ ಸ್ಥಾನಕ್ಕೆ ರಾಜೀನಾಮೆ ನೀಡಿದ್ದರಿಂದ ತೆರವಾಗಿರುವ ಮಂಡ್ಯ ಲೋಕಸಭಾ ಕ್ಷೇತ್ರಕ್ಕೆ ಉಪಚುನಾವಣೆ ನಡೆಯಲಿದ್ದು, ರಾಜಕೀಯ ಪಕ್ಷಗಳು ಸದ್ದಿಲ್ಲದೆ ಸಿದ್ಧತೆ ನಡೆಸುತ್ತಿವೆ. ಜೆಡಿಎಸ್‌ನಿಂದ ಲಕ್ಷ್ಮಿ ಅಶ್ವಿನ್‌ಗೌಡ ಅವರು ಸ್ಪರ್ಧಿಸುವ ಸಾಧ್ಯತೆ ಇದೆ. ಕಾಂಗ್ರೆಸ್‌ನಿಂದ ಯಾರಿಗೆ ಟಿಕೆಟ್ ಸಿಗಲಿದೆ ಎಂಬ ಕುತೂಹಲ ಕಾರ್ಯಕರ್ತರಲ್ಲಿ ಮೂಡಿದೆ. ಸಮ್ಮಿಶ್ರ ಸರ್ಕಾರದ ಹಿನ್ನೆಲೆಯಲ್ಲಿ ಮೈತ್ರಿ ಅಭ್ಯರ್ಥಿ ಕಣಕ್ಕಿಳಿಯುವ ಸಾಧ್ಯತೆಯೂ ಇದೆ ಎನ್ನಲಾಗಿದೆ. — [78, 1012, 186, 1075]
service-body-col3 — [649, 1180, 755, 1302]
fasal-headline-text: ಪ್ರಧಾನಮಂತ್ರಿ ಫಸಲ್ ಭೀಮಾ ಯೋಜನೆ — [743, 719, 864, 730]
loksabha-subhead-1: ಮಂಡ್ಯ ಕ್ಷೇತ್ರ ಜೆಡಿಎಸ್ ಭದ್ರಕೋಟೆ — [216, 1060, 276, 1067]
registration-mark-8 — [482, 1322, 488, 1328]
loksabha-byline: ನಾಗಣ್ಣ ಬಾಳಕಟ — [114, 1001, 150, 1009]
power-body-text: ಪಟ್ಟಣದ ಚೆಸ್ಕಾಂ ಕಚೇರಿಯ ಆವರಣದಲ್ಲಿ ಜೂ.19 ರಂದು ಬೆಳಿಗ್ಗೆ 10.30ಕ್ಕೆ ವಿದ್ಯುತ್ ಕುಂದು ಕೊರತೆ ಸಭೆ ನಡೆಯಲಿದೆ. ಸಾರ್ವಜನಿಕರು ತಮ್ಮ ಸಮಸ್ಯೆಗಳನ್ನು ಸಭೆಯಲ್ಲಿ ತಿಳಿಸಿ ಪರಿಹಾರ ಕಂಡುಕೊಳ್ಳಬಹುದು ಎಂದು ಪ್ರಕಟಣೆ ತಿಳಿಸಿದೆ. — [532, 690, 867, 704]
felicitation-illustration — [537, 1056, 755, 1176]
contact-strip — [75, 88, 867, 102]
service-dateline: ಮಂಡ್ಯ, ಜೂ.17– — [424, 1038, 465, 1044]
divider-chess-right — [735, 718, 736, 948]
students-strike-photo — [648, 130, 867, 235]
divider-row2 — [75, 715, 867, 716]
loksabha-subhead-2: ಮೈತ್ರಿಯಲ್ಲಿ ಸೀಟು ಹಂಚಿಕೆ ಕುತೂಹಲ — [327, 1083, 393, 1089]
kuruba-dateline: ಕಿಆರ್‌ಪೇಟೆ, ಜೂ.17– — [78, 844, 127, 850]
yoga-demo-illustration — [193, 501, 410, 594]
road-dateline: ಮದ್ದೂರು, ಜೂ.17– — [532, 469, 574, 475]
newspaper-name: ಮಂಡ್ಯ ಮಿತ್ರ — [418, 40, 542, 74]
candidate-portrait-photo — [350, 1001, 414, 1079]
masthead-underline-left — [75, 67, 345, 69]
registration-mark-3 — [100, 1322, 106, 1328]
lead-body-cont-c: ಗುಡಿ-ಗೋಪುರಗಳು ನಮ್ಮ ಭಾರತೀಯ ಸಂಸ್ಕೃತಿ ಪರಂಪರೆಯ ಪ್ರತೀಕವಾಗಿವೆ. ಇಂತಹ ಧಾರ್ಮಿಕ ಕ್ಷೇತ್ರಗಳನ್ನು ಪ್ರತಿಯೊಬ್ಬರೂ ರಕ್ಷಿಸಿ ಉಳಿಸಬೇಕು ಎಂದು ತಹಶೀಲ್ದಾರ್ ಗುರುಸಿದ್ದಯ್ಯ ಹಿರೇಮಠ್ ತಿಳಿಸಿದರು. ಪಟ್ಟಣದ ಹೊರವಲಯದಲ್ಲಿ ನಿರ್ಮಿಸಲಾಗಿರುವ 51 ಅಡಿ ಎತ್ತರದ ಬೃಹತ್ ಶ್ರೀ ಆಂಜನೇಯಸ್ವಾಮಿ ಮೂರ್ತಿಯನ್ನು ಲೋಕಾರ್ಪಣೆ ಮಾಡಿ ಅವರು ಮಾತನಾಡಿದರು. ಧಾರ್ಮಿಕ ಕಾರ್ಯಗಳಿಂದ ಸಮಾಜದಲ್ಲಿ ಶಾಂತಿ, ಸಹಬಾಳ್ವೆ ನೆಲೆಸುತ್ತದೆ. ಯುವ ಜನತೆ ಸಂಸ್ಕೃತಿಯ ಬಗ್ಗೆ ಅರಿವು ಬೆಳೆಸಿಕೊಳ್ಳಬೇಕು ಎಂದರು. ಸಮಾರಂಭದಲ್ಲಿ ವಿವಿಧ ಮಠಾಧೀಶರು, ಜನಪ್ರತಿನಿಧಿಗಳು ಹಾಗೂ ಗ್ರಾಮಸ್ಥರು ಭಾಗವಹಿಸಿದ್ದರು. — [418, 182, 526, 259]
loksabha-body-col2 — [192, 1001, 300, 1302]
loksabha-body-cont-b: ಸಂಸದ ಸಿ.ಎಸ್. ಪುಟ್ಟರಾಜು ಅವರು ವಿಧಾನಸಭೆಗೆ ಆಯ್ಕೆಯಾಗಿ ಸಂಸದ ಸ್ಥಾನಕ್ಕೆ ರಾಜೀನಾಮೆ ನೀಡಿದ್ದರಿಂದ ತೆರವಾಗಿರುವ ಮಂಡ್ಯ ಲೋಕಸಭಾ ಕ್ಷೇತ್ರಕ್ಕೆ ಉಪಚುನಾವಣೆ ನಡೆಯಲಿದ್ದು, ರಾಜಕೀಯ ಪಕ್ಷಗಳು ಸದ್ದಿಲ್ಲದೆ ಸಿದ್ಧತೆ ನಡೆಸುತ್ತಿವೆ. ಜೆಡಿಎಸ್‌ನಿಂದ ಲಕ್ಷ್ಮಿ ಅಶ್ವಿನ್‌ಗೌಡ ಅವರು ಸ್ಪರ್ಧಿಸುವ ಸಾಧ್ಯತೆ ಇದೆ. ಕಾಂಗ್ರೆಸ್‌ನಿಂದ ಯಾರಿಗೆ ಟಿಕೆಟ್ ಸಿಗಲಿದೆ ಎಂಬ ಕುತೂಹಲ ಕಾರ್ಯಕರ್ತರಲ್ಲಿ ಮೂಡಿದೆ. ಸಮ್ಮಿಶ್ರ ಸರ್ಕಾರದ ಹಿನ್ನೆಲೆಯಲ್ಲಿ ಮೈತ್ರಿ ಅಭ್ಯರ್ಥಿ ಕಣಕ್ಕಿಳಿಯುವ ಸಾಧ್ಯತೆಯೂ ಇದೆ ಎನ್ನಲಾಗಿದೆ. — [192, 1070, 300, 1127]
loksabha-dateline: ಮಂಡ್ಯ, ಜೂ.17– — [78, 1012, 115, 1018]
divider-yoga-right — [527, 445, 528, 710]
lead-body-cont-b: ಗುಡಿ-ಗೋಪುರಗಳು ನಮ್ಮ ಭಾರತೀಯ ಸಂಸ್ಕೃತಿ ಪರಂಪರೆಯ ಪ್ರತೀಕವಾಗಿವೆ. ಇಂತಹ ಧಾರ್ಮಿಕ ಕ್ಷೇತ್ರಗಳನ್ನು ಪ್ರತಿಯೊಬ್ಬರೂ ರಕ್ಷಿಸಿ ಉಳಿಸಬೇಕು ಎಂದು ತಹಶೀಲ್ದಾರ್ ಗುರುಸಿದ್ದಯ್ಯ ಹಿರೇಮಠ್ ತಿಳಿಸಿದರು. ಪಟ್ಟಣದ ಹೊರವಲಯದಲ್ಲಿ ನಿರ್ಮಿಸಲಾಗಿರುವ 51 ಅಡಿ ಎತ್ತರದ ಬೃಹತ್ ಶ್ರೀ — [304, 400, 412, 434]
road-inauguration-photo — [645, 469, 867, 611]
lead-headline — [78, 134, 638, 174]
lead-photo-caption — [190, 180, 412, 199]
registration-mark-4 — [110, 1322, 116, 1328]
loksabha-body-cont-c: ಸಂಸದ ಸಿ.ಎಸ್. ಪುಟ್ಟರಾಜು ಅವರು ವಿಧಾನಸಭೆಗೆ ಆಯ್ಕೆಯಾಗಿ ಸಂಸದ ಸ್ಥಾನಕ್ಕೆ ರಾಜೀನಾಮೆ ನೀಡಿದ್ದರಿಂದ ತೆರವಾಗಿರುವ ಮಂಡ್ಯ ಲೋಕಸಭಾ ಕ್ಷೇತ್ರಕ್ಕೆ ಉಪಚುನಾವಣೆ ನಡೆಯಲಿದ್ದು, ರಾಜಕೀಯ ಪಕ್ಷಗಳು — [306, 1001, 348, 1078]
phone-numbers: ದೂ: 222026 (ಕ) ಫ್ಯಾಕ್ಸ್: 08232-222026, ಮೊ: 9945248484. — [359, 90, 582, 99]
lead-body-col5 — [532, 182, 638, 434]
registration-mark-9 — [828, 1322, 834, 1328]
office-address: ಮಂಡ್ಯ ಕಚೇರಿ: ನಂ. 1204/1, ಮಹಿಳಾ ಸಮಾಜ ರಸ್ತೆ, 3ನೇ ಕ್ರಾಸ್, ಅಶೋಕನಗರ, ಮಂಡ್ಯ-571 401 — [79, 90, 350, 99]
loksabha-headline — [78, 953, 414, 979]
kuruba-body-col1 — [78, 844, 186, 946]
candidate-portrait-illustration — [350, 1001, 414, 1079]
yoga-body-col4 — [416, 486, 522, 704]
yoga-body-col1 — [78, 486, 188, 704]
yoga-headline — [78, 446, 523, 482]
road-body-col1 — [532, 469, 640, 609]
kuruba-press-illustration — [78, 743, 300, 840]
divider-row1 — [75, 441, 867, 442]
